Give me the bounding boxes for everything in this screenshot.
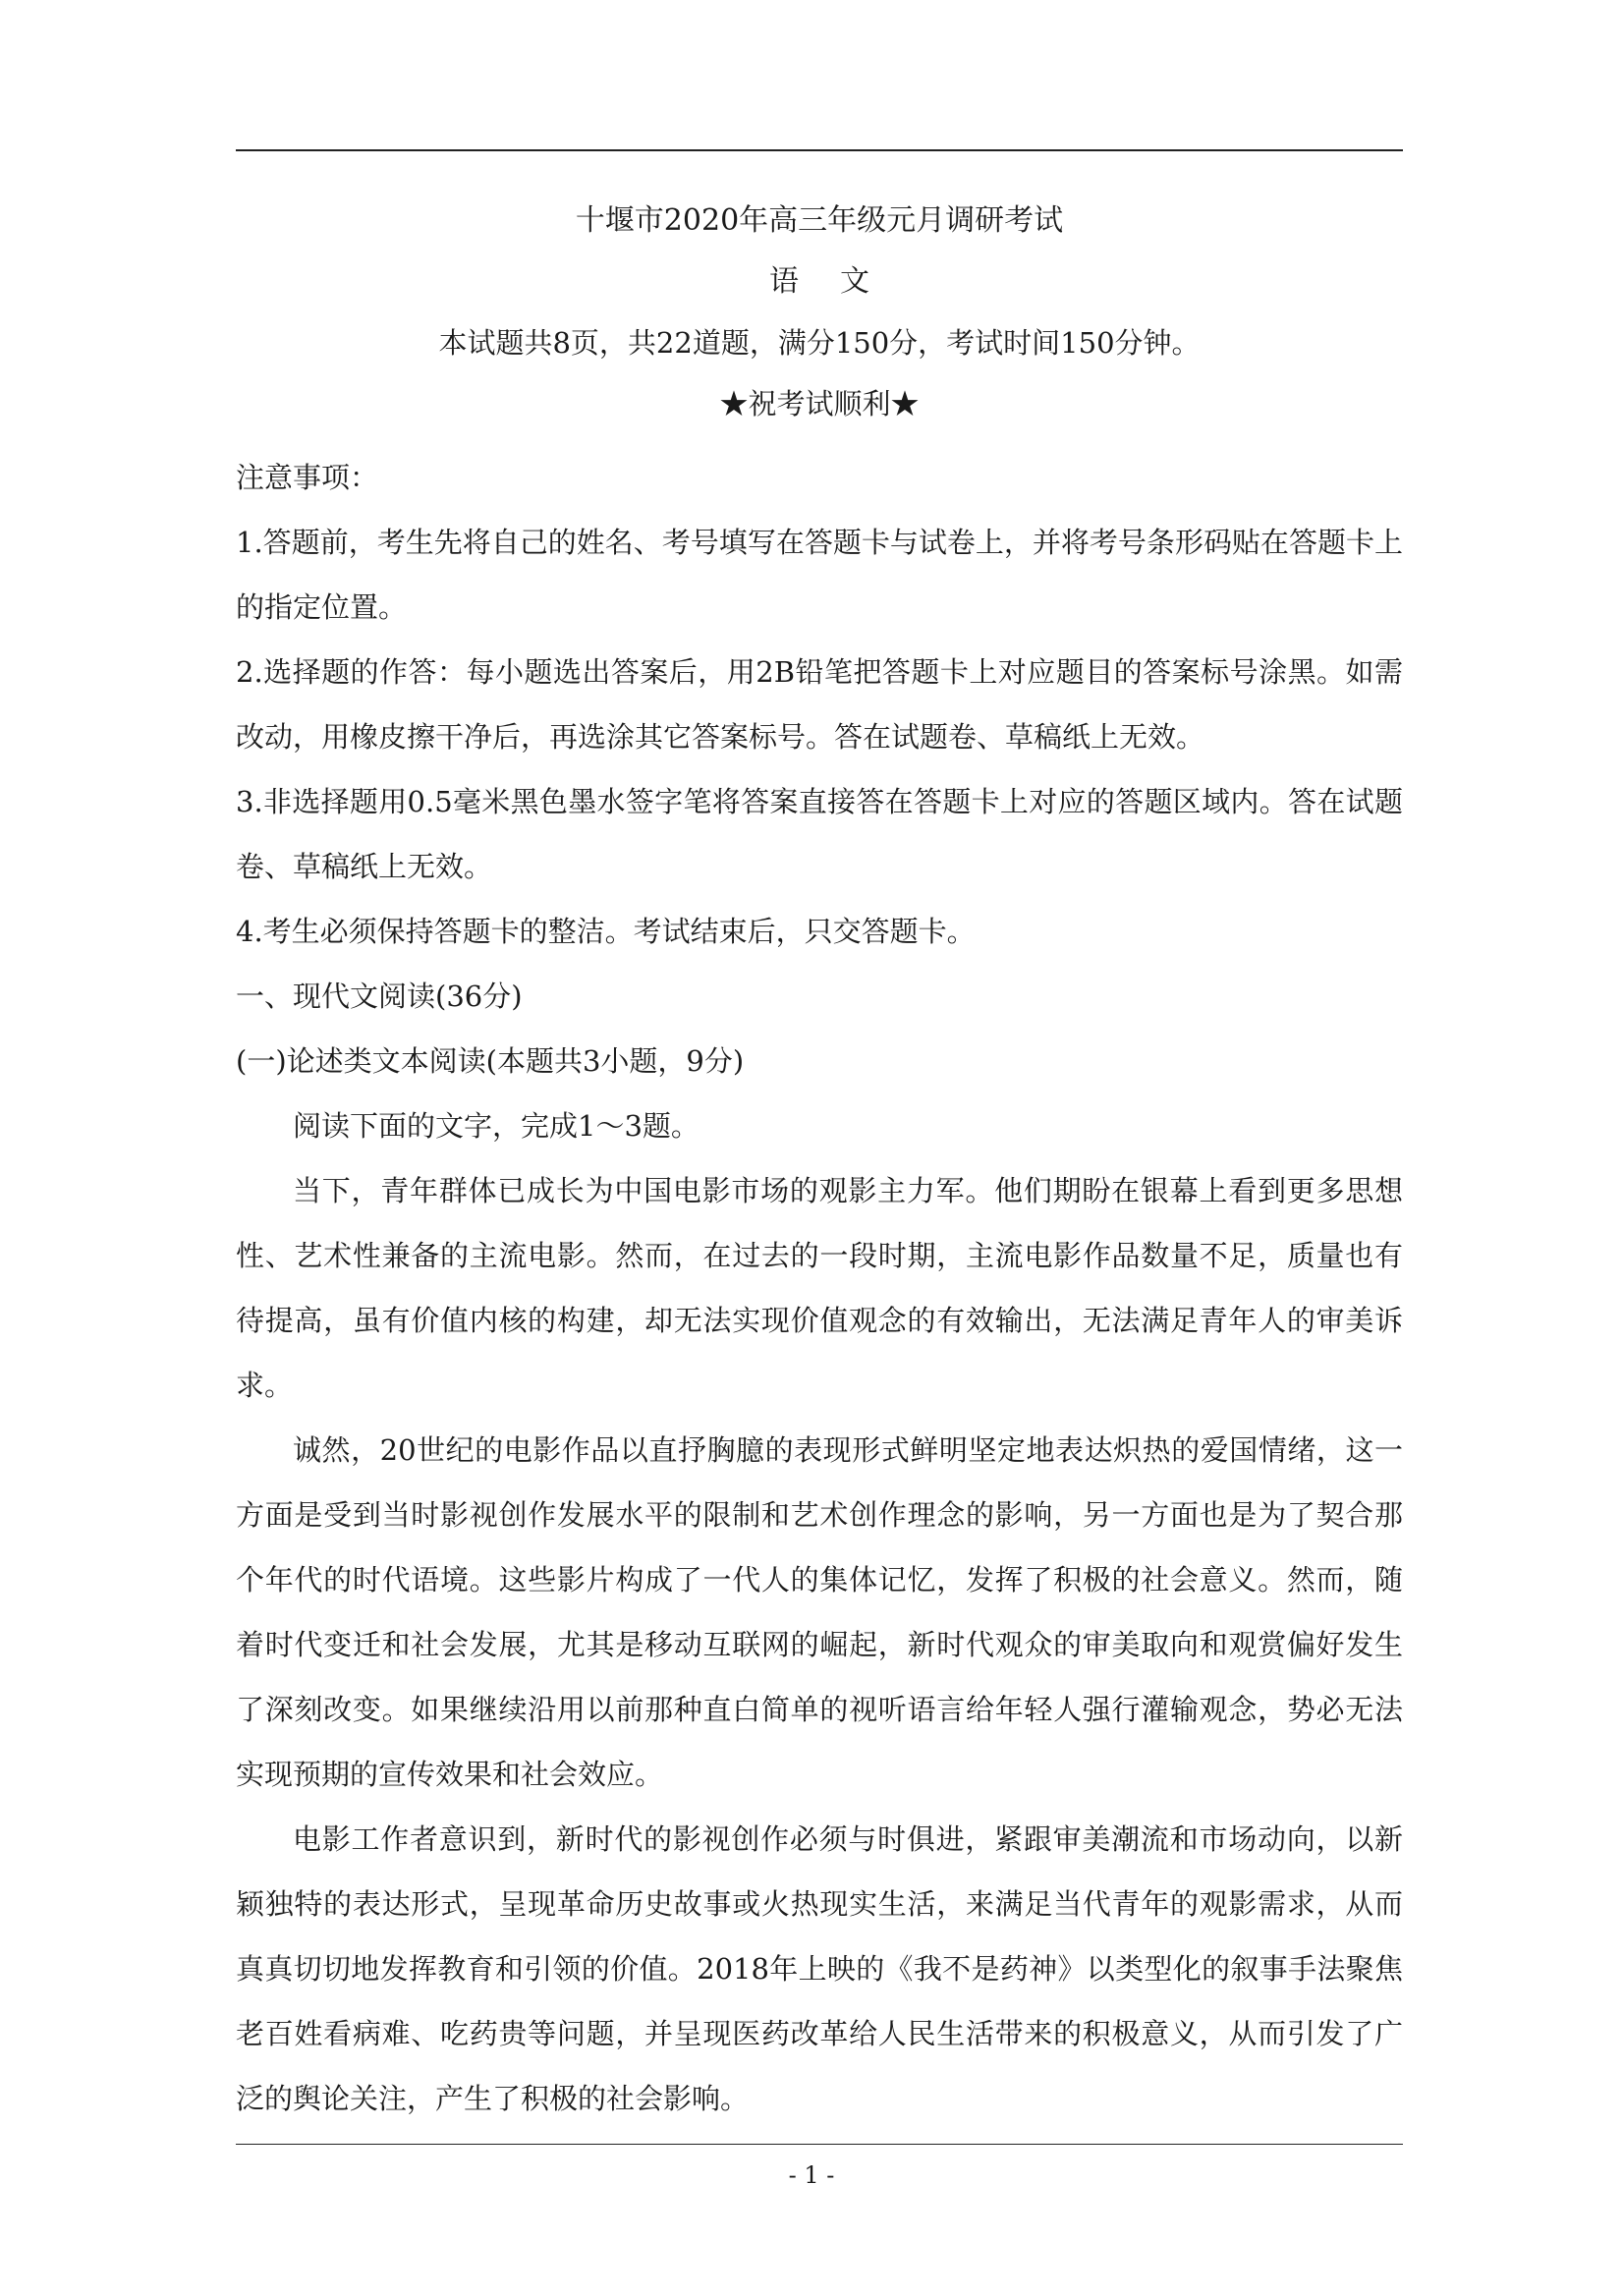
note-item: 2.选择题的作答：每小题选出答案后，用2B铅笔把答题卡上对应题目的答案标号涂黑。如需改动，用橡皮擦干净后，再选涂其它答案标号。答在试题卷、草稿纸上无效。	[236, 655, 1403, 754]
note-item: 1.答题前，考生先将自己的姓名、考号填写在答题卡与试卷上，并将考号条形码贴在答题卡上的指定位置。	[236, 526, 1403, 624]
subject-title: 语文	[769, 264, 911, 299]
header-rule	[236, 149, 1403, 151]
notes-heading: 注意事项：	[236, 461, 379, 494]
note-item: 4.考生必须保持答题卡的整洁。考试结束后，只交答题卡。	[236, 915, 976, 948]
passage-paragraph: 电影工作者意识到，新时代的影视创作必须与时俱进，紧跟审美潮流和市场动向，以新颖独特的表达形式，呈现革命历史故事或火热现实生活，来满足当代青年的观影需求，从而真真切切地发挥教育和引领的价值。2018年上映的《我不是药神》以类型化的叙事手法聚焦老百姓看病难、吃药贵等问题，并呈现医药改革给人民生活带来的积极意义，从而引发了广泛的舆论关注，产生了积极的社会影响。	[236, 1822, 1403, 2115]
note-item: 3.非选择题用0.5毫米黑色墨水签字笔将答案直接答在答题卡上对应的答题区域内。答在试题卷、草稿纸上无效。	[236, 785, 1403, 883]
footer-rule	[236, 2144, 1403, 2145]
passage-paragraph: 诚然，20世纪的电影作品以直抒胸臆的表现形式鲜明坚定地表达炽热的爱国情绪，这一方面是受到当时影视创作发展水平的限制和艺术创作理念的影响，另一方面也是为了契合那个年代的时代语境。这些影片构成了一代人的集体记忆，发挥了积极的社会意义。然而，随着时代变迁和社会发展，尤其是移动互联网的崛起，新时代观众的审美取向和观赏偏好发生了深刻改变。如果继续沿用以前那种直白简单的视听语言给年轻人强行灌输观念，势必无法实现预期的宣传效果和社会效应。	[236, 1433, 1403, 1791]
page-content	[236, 201, 1403, 2131]
good-luck-line: ★祝考试顺利★	[719, 387, 920, 420]
section-heading: 一、现代文阅读(36分)	[236, 980, 523, 1013]
exam-info: 本试题共8页，共22道题，满分150分，考试时间150分钟。	[438, 326, 1201, 360]
passage-paragraph: 当下，青年群体已成长为中国电影市场的观影主力军。他们期盼在银幕上看到更多思想性、艺术性兼备的主流电影。然而，在过去的一段时期，主流电影作品数量不足，质量也有待提高，虽有价值内核的构建，却无法实现价值观念的有效输出，无法满足青年人的审美诉求。	[236, 1174, 1403, 1402]
exam-title: 十堰市2020年高三年级元月调研考试	[575, 203, 1064, 238]
page-number: - 1 -	[788, 2161, 835, 2189]
subsection-heading: (一)论述类文本阅读(本题共3小题，9分)	[236, 1044, 745, 1078]
reading-instruction: 阅读下面的文字，完成1～3题。	[293, 1109, 700, 1143]
